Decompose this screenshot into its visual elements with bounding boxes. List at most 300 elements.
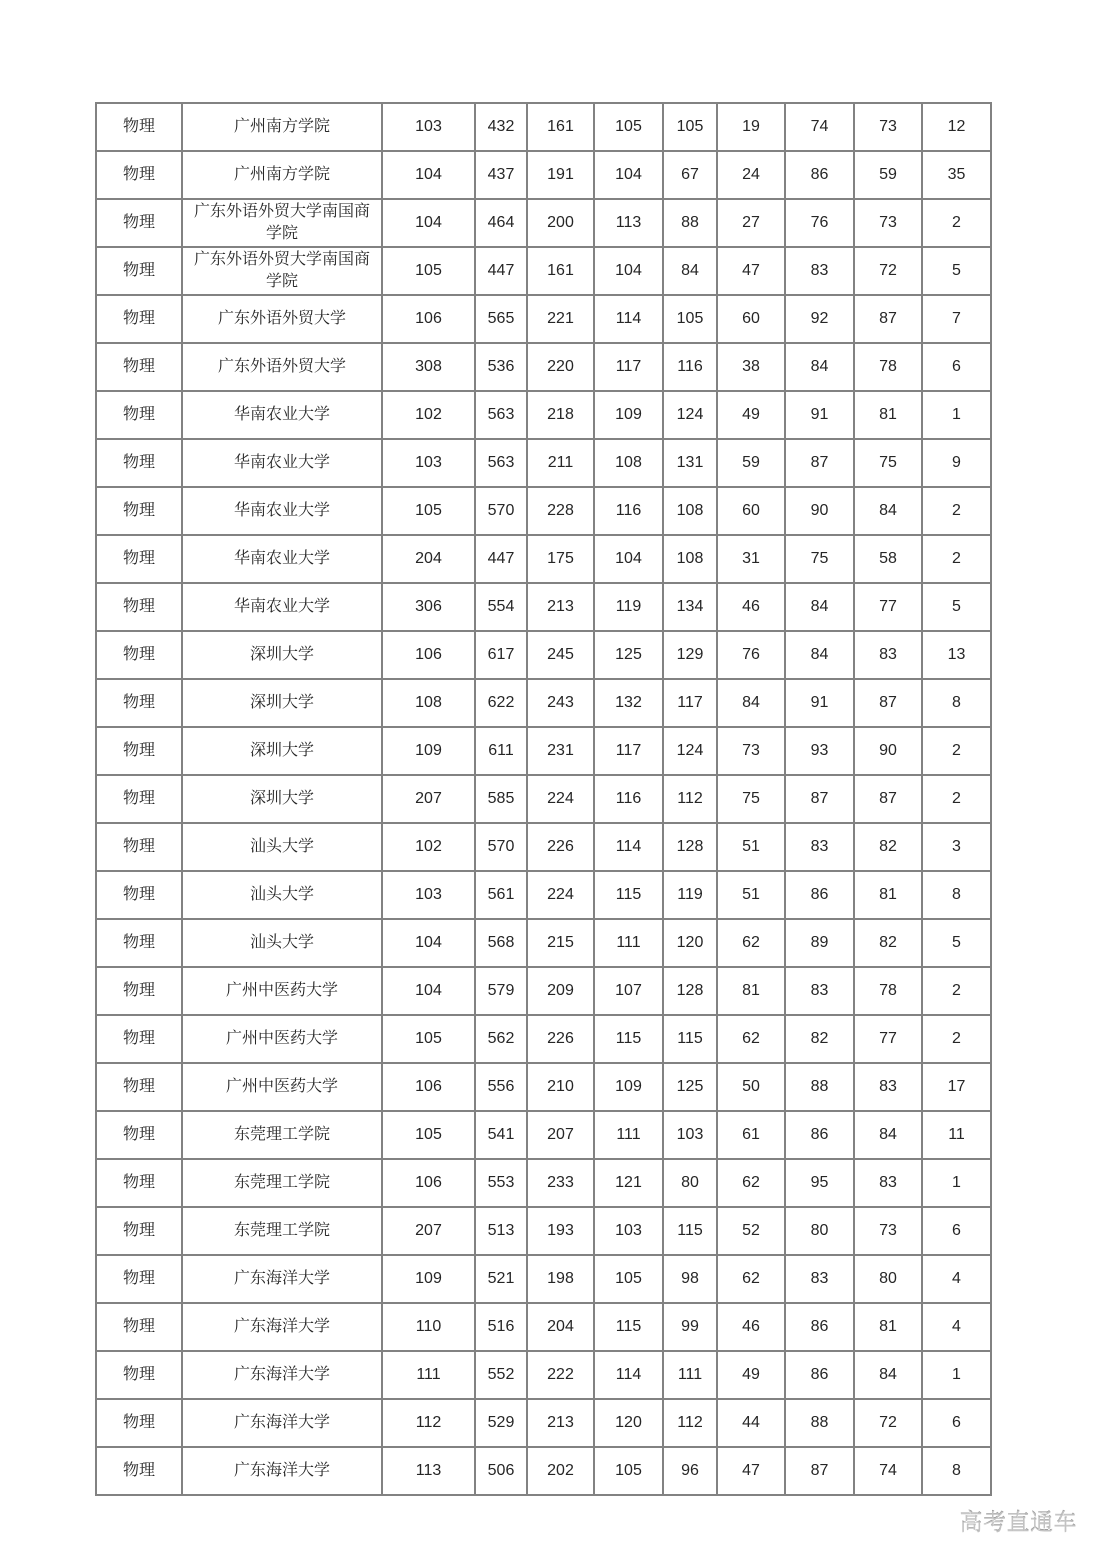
value-cell: 5 [922,583,991,631]
value-cell: 95 [785,1159,854,1207]
value-cell: 554 [475,583,527,631]
value-cell: 111 [663,1351,717,1399]
value-cell: 224 [527,871,594,919]
value-cell: 243 [527,679,594,727]
value-cell: 91 [785,391,854,439]
subject-cell: 物理 [96,391,182,439]
table-row [96,199,991,247]
value-cell: 119 [594,583,663,631]
value-cell: 62 [717,919,785,967]
value-cell: 80 [663,1159,717,1207]
value-cell: 8 [922,871,991,919]
value-cell: 622 [475,679,527,727]
value-cell: 220 [527,343,594,391]
value-cell: 73 [854,199,922,247]
subject-cell: 物理 [96,1303,182,1351]
value-cell: 464 [475,199,527,247]
value-cell: 81 [717,967,785,1015]
value-cell: 105 [382,247,475,295]
value-cell: 81 [854,1303,922,1351]
value-cell: 88 [785,1399,854,1447]
value-cell: 114 [594,1351,663,1399]
value-cell: 82 [854,919,922,967]
value-cell: 1 [922,1351,991,1399]
value-cell: 109 [382,1255,475,1303]
table-row [96,1303,991,1351]
value-cell: 52 [717,1207,785,1255]
value-cell: 226 [527,823,594,871]
value-cell: 47 [717,1447,785,1495]
value-cell: 83 [785,1255,854,1303]
value-cell: 87 [785,775,854,823]
value-cell: 161 [527,103,594,151]
table-row [96,391,991,439]
value-cell: 73 [717,727,785,775]
value-cell: 105 [382,1015,475,1063]
value-cell: 76 [717,631,785,679]
subject-cell: 物理 [96,151,182,199]
value-cell: 47 [717,247,785,295]
admission-scores-table [95,102,992,1496]
table-row [96,1207,991,1255]
value-cell: 24 [717,151,785,199]
value-cell: 112 [663,775,717,823]
table-row [96,295,991,343]
subject-cell: 物理 [96,1255,182,1303]
value-cell: 104 [382,151,475,199]
value-cell: 568 [475,919,527,967]
value-cell: 105 [594,103,663,151]
value-cell: 78 [854,343,922,391]
value-cell: 83 [785,247,854,295]
value-cell: 103 [382,439,475,487]
value-cell: 104 [594,535,663,583]
value-cell: 211 [527,439,594,487]
value-cell: 213 [527,1399,594,1447]
subject-cell: 物理 [96,1015,182,1063]
value-cell: 128 [663,823,717,871]
value-cell: 513 [475,1207,527,1255]
value-cell: 125 [594,631,663,679]
value-cell: 84 [785,631,854,679]
value-cell: 44 [717,1399,785,1447]
value-cell: 75 [785,535,854,583]
university-cell: 东莞理工学院 [182,1111,382,1159]
value-cell: 104 [382,967,475,1015]
value-cell: 105 [594,1255,663,1303]
value-cell: 102 [382,823,475,871]
value-cell: 116 [663,343,717,391]
value-cell: 231 [527,727,594,775]
value-cell: 103 [382,103,475,151]
value-cell: 116 [594,487,663,535]
value-cell: 105 [663,103,717,151]
subject-cell: 物理 [96,679,182,727]
value-cell: 193 [527,1207,594,1255]
value-cell: 83 [785,967,854,1015]
value-cell: 80 [785,1207,854,1255]
value-cell: 447 [475,535,527,583]
university-cell: 广州中医药大学 [182,1063,382,1111]
value-cell: 84 [717,679,785,727]
value-cell: 111 [594,919,663,967]
value-cell: 447 [475,247,527,295]
value-cell: 103 [594,1207,663,1255]
university-cell: 华南农业大学 [182,391,382,439]
value-cell: 553 [475,1159,527,1207]
table-row [96,919,991,967]
value-cell: 226 [527,1015,594,1063]
value-cell: 2 [922,535,991,583]
university-cell: 广州南方学院 [182,103,382,151]
value-cell: 210 [527,1063,594,1111]
value-cell: 570 [475,823,527,871]
value-cell: 62 [717,1015,785,1063]
university-cell: 广东外语外贸大学南国商学院 [182,247,382,295]
value-cell: 50 [717,1063,785,1111]
value-cell: 84 [854,1351,922,1399]
value-cell: 84 [854,1111,922,1159]
value-cell: 59 [854,151,922,199]
value-cell: 81 [854,871,922,919]
value-cell: 76 [785,199,854,247]
table-body [96,103,991,1495]
value-cell: 88 [785,1063,854,1111]
watermark: 高考直通车 [959,1509,1077,1535]
value-cell: 86 [785,151,854,199]
value-cell: 113 [382,1447,475,1495]
value-cell: 51 [717,823,785,871]
value-cell: 72 [854,247,922,295]
value-cell: 565 [475,295,527,343]
university-cell: 汕头大学 [182,823,382,871]
subject-cell: 物理 [96,439,182,487]
university-cell: 广东外语外贸大学南国商学院 [182,199,382,247]
subject-cell: 物理 [96,967,182,1015]
value-cell: 38 [717,343,785,391]
subject-cell: 物理 [96,919,182,967]
table-row [96,151,991,199]
value-cell: 12 [922,103,991,151]
university-cell: 华南农业大学 [182,487,382,535]
value-cell: 2 [922,199,991,247]
subject-cell: 物理 [96,1351,182,1399]
value-cell: 191 [527,151,594,199]
value-cell: 579 [475,967,527,1015]
value-cell: 104 [594,247,663,295]
table-row [96,1255,991,1303]
value-cell: 67 [663,151,717,199]
value-cell: 134 [663,583,717,631]
value-cell: 585 [475,775,527,823]
value-cell: 106 [382,1063,475,1111]
value-cell: 112 [663,1399,717,1447]
table-row [96,583,991,631]
value-cell: 117 [594,727,663,775]
value-cell: 103 [382,871,475,919]
value-cell: 86 [785,1351,854,1399]
subject-cell: 物理 [96,247,182,295]
value-cell: 204 [527,1303,594,1351]
value-cell: 1 [922,1159,991,1207]
value-cell: 109 [594,1063,663,1111]
value-cell: 228 [527,487,594,535]
value-cell: 561 [475,871,527,919]
table-row [96,535,991,583]
value-cell: 11 [922,1111,991,1159]
value-cell: 106 [382,1159,475,1207]
value-cell: 6 [922,1399,991,1447]
university-cell: 广东海洋大学 [182,1255,382,1303]
table-row [96,1159,991,1207]
value-cell: 51 [717,871,785,919]
university-cell: 东莞理工学院 [182,1159,382,1207]
value-cell: 2 [922,487,991,535]
value-cell: 83 [854,631,922,679]
value-cell: 86 [785,871,854,919]
subject-cell: 物理 [96,871,182,919]
value-cell: 112 [382,1399,475,1447]
value-cell: 198 [527,1255,594,1303]
table-row [96,1399,991,1447]
value-cell: 107 [594,967,663,1015]
value-cell: 74 [785,103,854,151]
value-cell: 13 [922,631,991,679]
university-cell: 东莞理工学院 [182,1207,382,1255]
value-cell: 120 [594,1399,663,1447]
value-cell: 570 [475,487,527,535]
value-cell: 77 [854,583,922,631]
value-cell: 115 [663,1015,717,1063]
university-cell: 华南农业大学 [182,535,382,583]
value-cell: 105 [382,1111,475,1159]
value-cell: 117 [594,343,663,391]
subject-cell: 物理 [96,1447,182,1495]
value-cell: 175 [527,535,594,583]
value-cell: 108 [663,535,717,583]
value-cell: 103 [663,1111,717,1159]
subject-cell: 物理 [96,295,182,343]
university-cell: 广东海洋大学 [182,1447,382,1495]
value-cell: 62 [717,1255,785,1303]
subject-cell: 物理 [96,487,182,535]
table-row [96,823,991,871]
subject-cell: 物理 [96,1207,182,1255]
value-cell: 81 [854,391,922,439]
table-row [96,727,991,775]
value-cell: 202 [527,1447,594,1495]
university-cell: 广州南方学院 [182,151,382,199]
value-cell: 74 [854,1447,922,1495]
value-cell: 2 [922,727,991,775]
value-cell: 115 [594,871,663,919]
value-cell: 6 [922,343,991,391]
value-cell: 87 [854,775,922,823]
table-row [96,247,991,295]
university-cell: 汕头大学 [182,919,382,967]
value-cell: 83 [854,1159,922,1207]
value-cell: 49 [717,1351,785,1399]
value-cell: 114 [594,295,663,343]
value-cell: 617 [475,631,527,679]
value-cell: 516 [475,1303,527,1351]
value-cell: 115 [594,1303,663,1351]
value-cell: 218 [527,391,594,439]
value-cell: 75 [717,775,785,823]
value-cell: 308 [382,343,475,391]
value-cell: 9 [922,439,991,487]
value-cell: 89 [785,919,854,967]
value-cell: 2 [922,775,991,823]
table-row [96,487,991,535]
university-cell: 华南农业大学 [182,583,382,631]
value-cell: 111 [594,1111,663,1159]
value-cell: 552 [475,1351,527,1399]
value-cell: 49 [717,391,785,439]
subject-cell: 物理 [96,583,182,631]
value-cell: 2 [922,967,991,1015]
subject-cell: 物理 [96,535,182,583]
value-cell: 98 [663,1255,717,1303]
subject-cell: 物理 [96,343,182,391]
value-cell: 83 [785,823,854,871]
value-cell: 91 [785,679,854,727]
value-cell: 73 [854,103,922,151]
value-cell: 221 [527,295,594,343]
value-cell: 125 [663,1063,717,1111]
university-cell: 广东外语外贸大学 [182,295,382,343]
value-cell: 563 [475,439,527,487]
value-cell: 204 [382,535,475,583]
value-cell: 104 [382,919,475,967]
value-cell: 61 [717,1111,785,1159]
value-cell: 73 [854,1207,922,1255]
university-cell: 深圳大学 [182,679,382,727]
value-cell: 5 [922,919,991,967]
value-cell: 124 [663,727,717,775]
value-cell: 222 [527,1351,594,1399]
value-cell: 99 [663,1303,717,1351]
value-cell: 108 [594,439,663,487]
value-cell: 115 [594,1015,663,1063]
value-cell: 8 [922,1447,991,1495]
value-cell: 1 [922,391,991,439]
university-cell: 汕头大学 [182,871,382,919]
value-cell: 72 [854,1399,922,1447]
table-row [96,871,991,919]
university-cell: 广州中医药大学 [182,1015,382,1063]
subject-cell: 物理 [96,103,182,151]
university-cell: 广东海洋大学 [182,1399,382,1447]
value-cell: 5 [922,247,991,295]
value-cell: 161 [527,247,594,295]
value-cell: 8 [922,679,991,727]
value-cell: 58 [854,535,922,583]
table-row [96,1447,991,1495]
value-cell: 102 [382,391,475,439]
value-cell: 106 [382,631,475,679]
table-row [96,1015,991,1063]
subject-cell: 物理 [96,1159,182,1207]
value-cell: 611 [475,727,527,775]
value-cell: 128 [663,967,717,1015]
table-row [96,679,991,727]
value-cell: 92 [785,295,854,343]
value-cell: 90 [854,727,922,775]
value-cell: 4 [922,1255,991,1303]
value-cell: 82 [785,1015,854,1063]
subject-cell: 物理 [96,727,182,775]
university-cell: 广东外语外贸大学 [182,343,382,391]
value-cell: 120 [663,919,717,967]
value-cell: 93 [785,727,854,775]
value-cell: 506 [475,1447,527,1495]
value-cell: 4 [922,1303,991,1351]
value-cell: 96 [663,1447,717,1495]
value-cell: 86 [785,1111,854,1159]
value-cell: 78 [854,967,922,1015]
value-cell: 432 [475,103,527,151]
value-cell: 233 [527,1159,594,1207]
table-row [96,439,991,487]
table-row [96,775,991,823]
university-cell: 广东海洋大学 [182,1303,382,1351]
value-cell: 105 [663,295,717,343]
value-cell: 90 [785,487,854,535]
value-cell: 104 [594,151,663,199]
value-cell: 111 [382,1351,475,1399]
value-cell: 306 [382,583,475,631]
value-cell: 86 [785,1303,854,1351]
value-cell: 17 [922,1063,991,1111]
value-cell: 108 [663,487,717,535]
value-cell: 83 [854,1063,922,1111]
value-cell: 116 [594,775,663,823]
value-cell: 207 [382,1207,475,1255]
value-cell: 105 [594,1447,663,1495]
value-cell: 59 [717,439,785,487]
table-row [96,1063,991,1111]
value-cell: 209 [527,967,594,1015]
value-cell: 6 [922,1207,991,1255]
value-cell: 84 [854,487,922,535]
value-cell: 562 [475,1015,527,1063]
value-cell: 114 [594,823,663,871]
value-cell: 563 [475,391,527,439]
value-cell: 46 [717,1303,785,1351]
university-cell: 深圳大学 [182,631,382,679]
value-cell: 88 [663,199,717,247]
table-row [96,1111,991,1159]
value-cell: 105 [382,487,475,535]
value-cell: 77 [854,1015,922,1063]
subject-cell: 物理 [96,199,182,247]
table-row [96,1351,991,1399]
value-cell: 106 [382,295,475,343]
university-cell: 深圳大学 [182,727,382,775]
value-cell: 87 [785,1447,854,1495]
value-cell: 3 [922,823,991,871]
table-row [96,631,991,679]
value-cell: 82 [854,823,922,871]
subject-cell: 物理 [96,1063,182,1111]
value-cell: 60 [717,295,785,343]
value-cell: 132 [594,679,663,727]
subject-cell: 物理 [96,1111,182,1159]
value-cell: 131 [663,439,717,487]
value-cell: 2 [922,1015,991,1063]
value-cell: 521 [475,1255,527,1303]
